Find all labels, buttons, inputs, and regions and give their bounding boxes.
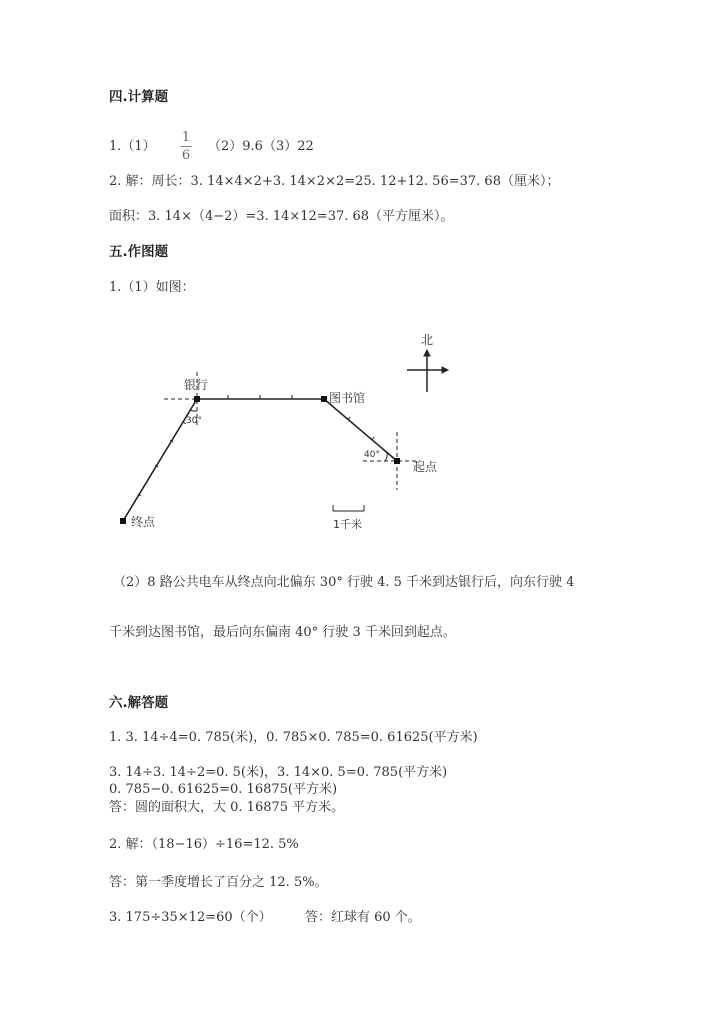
answer-line: 答：红球有 60 个。 [305, 910, 421, 925]
answer-line: 1. 3. 14÷4=0. 785(米)，0. 785×0. 785=0. 61625(平方米) [109, 730, 478, 745]
q1-part2-line1: （2）8 路公共电车从终点向北偏东 30° 行驶 4. 5 千米到达银行后，向东行驶 4 [113, 575, 575, 590]
end-label: 终点 [131, 515, 156, 529]
angle-40-label: 40° [364, 450, 380, 460]
q2-line1: 2. 解：周长：3. 14×4×2+3. 14×2×2=25. 12+12. 56=37. 68（厘米）； [109, 174, 560, 189]
answer-line: 答：第一季度增长了百分之 12. 5%。 [109, 875, 328, 890]
library-point [321, 396, 327, 402]
section-6-title: 六.解答题 [109, 695, 169, 711]
q1-intro: 1.（1）如图： [109, 280, 195, 295]
angle-30-label: 30° [186, 416, 202, 426]
bank-point [194, 396, 200, 402]
route-line [123, 399, 397, 521]
q1-rest: （2）9.6（3）22 [208, 139, 314, 154]
answer-line: 0. 785−0. 61625=0. 16875(平方米) [109, 782, 338, 797]
section-5-title: 五.作图题 [109, 244, 169, 260]
fraction-denominator: 6 [181, 148, 191, 163]
compass-icon [407, 350, 448, 392]
route-diagram [0, 320, 720, 540]
fraction [180, 130, 192, 163]
q2-line2: 面积：3. 14×（4−2）=3. 14×12=37. 68（平方厘米）。 [109, 209, 454, 224]
north-label: 北 [421, 333, 434, 347]
answer-line: 3. 175÷35×12=60（个） [109, 910, 272, 925]
fraction-bar [180, 146, 192, 147]
answer-line: 答：圆的面积大，大 0. 16875 平方米。 [109, 800, 345, 815]
start-point [394, 458, 400, 464]
end-point [120, 518, 126, 524]
angle-arc-30 [190, 410, 197, 411]
angle-arc-40 [385, 452, 387, 461]
answer-line: 2. 解：（18−16）÷16=12. 5% [109, 837, 299, 852]
start-label: 起点 [413, 460, 438, 474]
bank-label: 银行 [184, 378, 209, 392]
scale-label: 1千米 [333, 518, 362, 531]
library-label: 图书馆 [329, 391, 366, 405]
section-4-title: 四.计算题 [109, 89, 169, 105]
fraction-numerator: 1 [181, 130, 191, 145]
q1-part2-line2: 千米到达图书馆，最后向东偏南 40° 行驶 3 千米回到起点。 [109, 625, 456, 640]
q1-prefix: 1.（1） [109, 139, 156, 154]
answer-line: 3. 14÷3. 14÷2=0. 5(米)，3. 14×0. 5=0. 785(平方米) [109, 765, 448, 780]
